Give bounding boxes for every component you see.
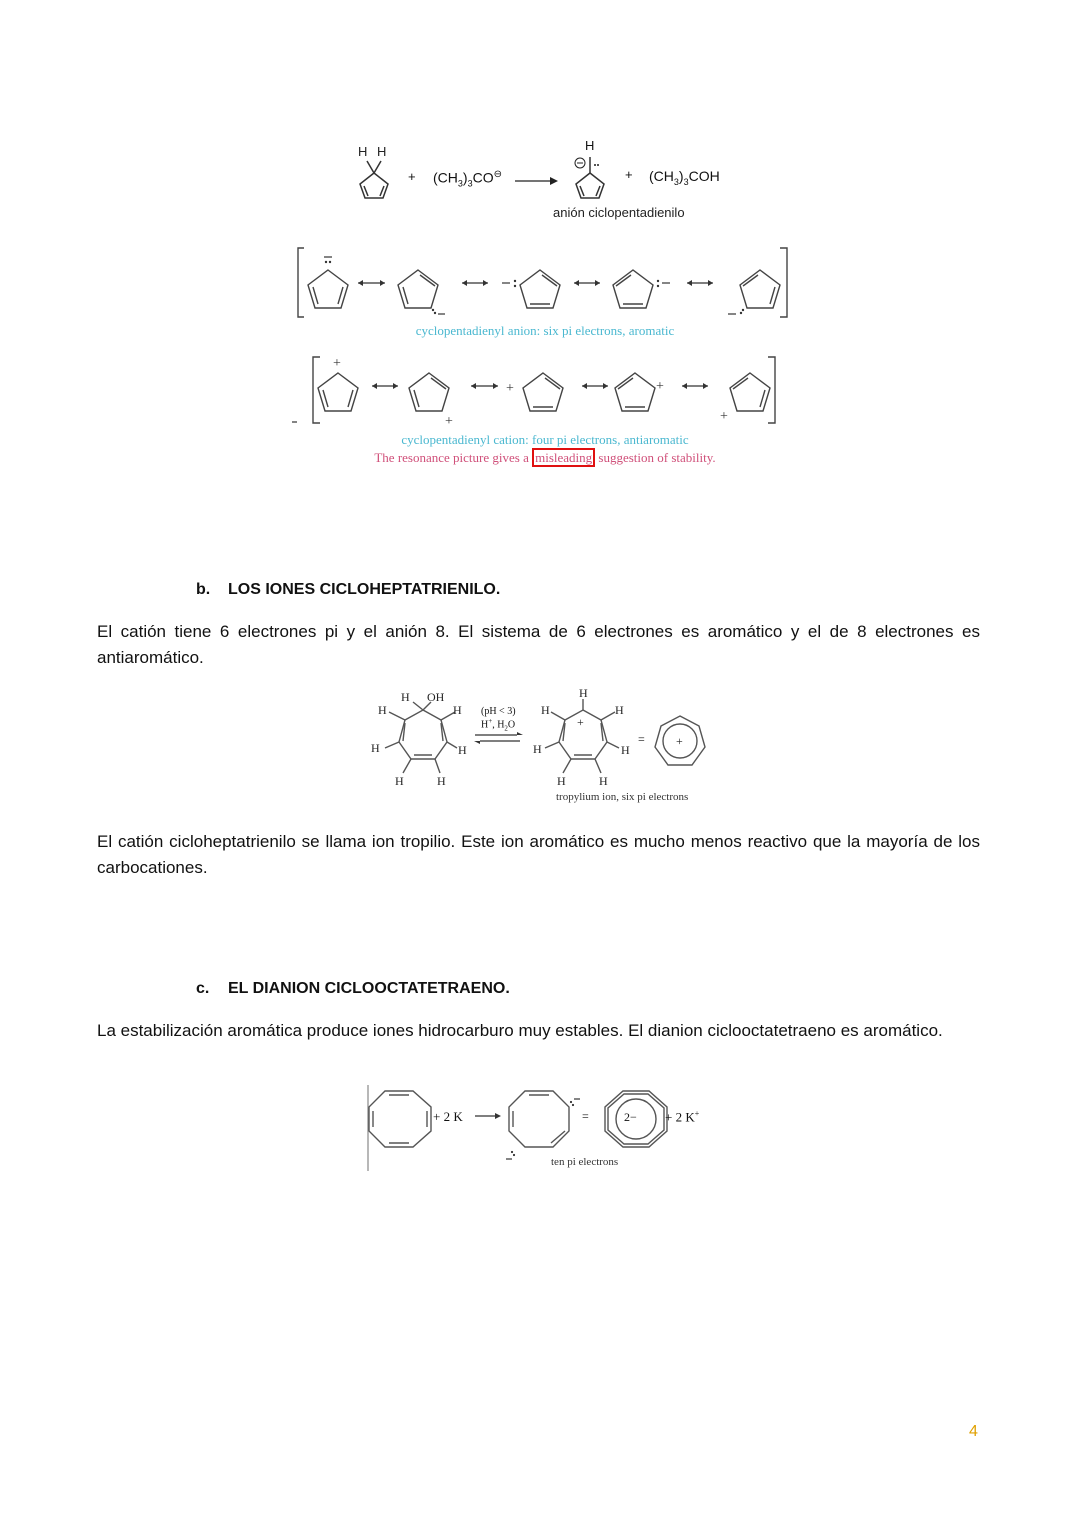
tropylium-caption: tropylium ion, six pi electrons (556, 791, 689, 803)
svg-text:H: H (579, 686, 588, 700)
cation-caption: cyclopentadienyl cation: four pi electrons, antiaromatic (401, 432, 689, 447)
section-c-title: EL DIANION CICLOOCTATETRAENO. (228, 980, 510, 997)
cot-dianion-figure (365, 1083, 725, 1175)
svg-text:H: H (395, 774, 404, 788)
svg-text:H: H (437, 774, 446, 788)
dianion-charge: 2− (624, 1110, 637, 1124)
stability-note (290, 450, 800, 466)
section-b-title: LOS IONES CICLOHEPTATRIENILO. (228, 581, 501, 598)
condition-ph: (pH < 3) (481, 706, 516, 717)
svg-text:+: + (676, 734, 683, 748)
svg-text:H: H (615, 703, 624, 717)
svg-text:OH: OH (427, 690, 445, 704)
svg-text:H: H (377, 144, 387, 159)
anion-caption: cyclopentadienyl anion: six pi electrons, aromatic (415, 323, 675, 338)
svg-text:H: H (557, 774, 566, 788)
section-c-letter: c. (196, 980, 210, 997)
svg-text:+: + (577, 715, 584, 729)
potassium-cation-product: + 2 K+ (665, 1109, 700, 1125)
plus-sign-2: + (625, 167, 633, 182)
deprotonation-figure (340, 135, 740, 230)
svg-text:+: + (445, 414, 453, 429)
svg-text:H: H (378, 703, 387, 717)
condition-reagents: H+, $H_2O$ (481, 717, 516, 733)
equals-sign: = (638, 732, 645, 746)
note-before: The resonance picture gives a (374, 450, 529, 465)
svg-text:+: + (333, 356, 341, 371)
resonance-figure (290, 240, 800, 475)
section-c-heading (196, 980, 510, 998)
equals-sign-c: = (582, 1109, 589, 1123)
svg-text:+: + (656, 379, 664, 394)
svg-text:H: H (371, 741, 380, 755)
plus-sign: + (408, 169, 416, 184)
section-b-paragraph-1: El catión tiene 6 electrones pi y el anión 8. El sistema de 6 electrones es aromático y el de 8 electrones es antiaromático. (97, 622, 980, 667)
svg-text:H: H (458, 743, 467, 757)
section-c-paragraph-1: La estabilización aromática produce iones hidrocarburo muy estables. El dianion ciclooctatetraeno es aromático. (97, 1021, 943, 1040)
svg-text:H: H (358, 144, 368, 159)
svg-text:+: + (506, 381, 514, 396)
svg-text:H: H (533, 742, 542, 756)
product-caption: anión ciclopentadienilo (553, 205, 685, 220)
svg-text:H: H (401, 690, 410, 704)
product-h-label: H (585, 138, 595, 153)
svg-text:H: H (541, 703, 550, 717)
section-b-paragraph-2: El catión cicloheptatrienilo se llama ion tropilio. Este ion aromático es mucho menos reactivo que la mayoría de los carbocationes. (97, 832, 980, 877)
ten-pi-caption: ten pi electrons (551, 1156, 619, 1168)
svg-text:+: + (720, 409, 728, 424)
potassium-reagent: + 2 K (433, 1109, 463, 1124)
misleading-highlight: misleading (532, 448, 595, 467)
base-formula: $(CH_3)_3CO^⊖$ (433, 169, 502, 189)
svg-text:H: H (621, 743, 630, 757)
svg-text:H: H (453, 703, 462, 717)
cyclooctatetraene-reaction-diagram (365, 1083, 725, 1175)
section-b-letter: b. (196, 581, 211, 598)
section-b-heading (196, 581, 500, 599)
svg-text:H: H (599, 774, 608, 788)
tropylium-reaction-diagram (365, 685, 715, 807)
tropylium-figure (365, 685, 715, 807)
page-number: 4 (969, 1423, 978, 1440)
byproduct-formula: $(CH_3)_3COH$ (649, 168, 720, 187)
note-after: suggestion of stability. (598, 450, 716, 465)
